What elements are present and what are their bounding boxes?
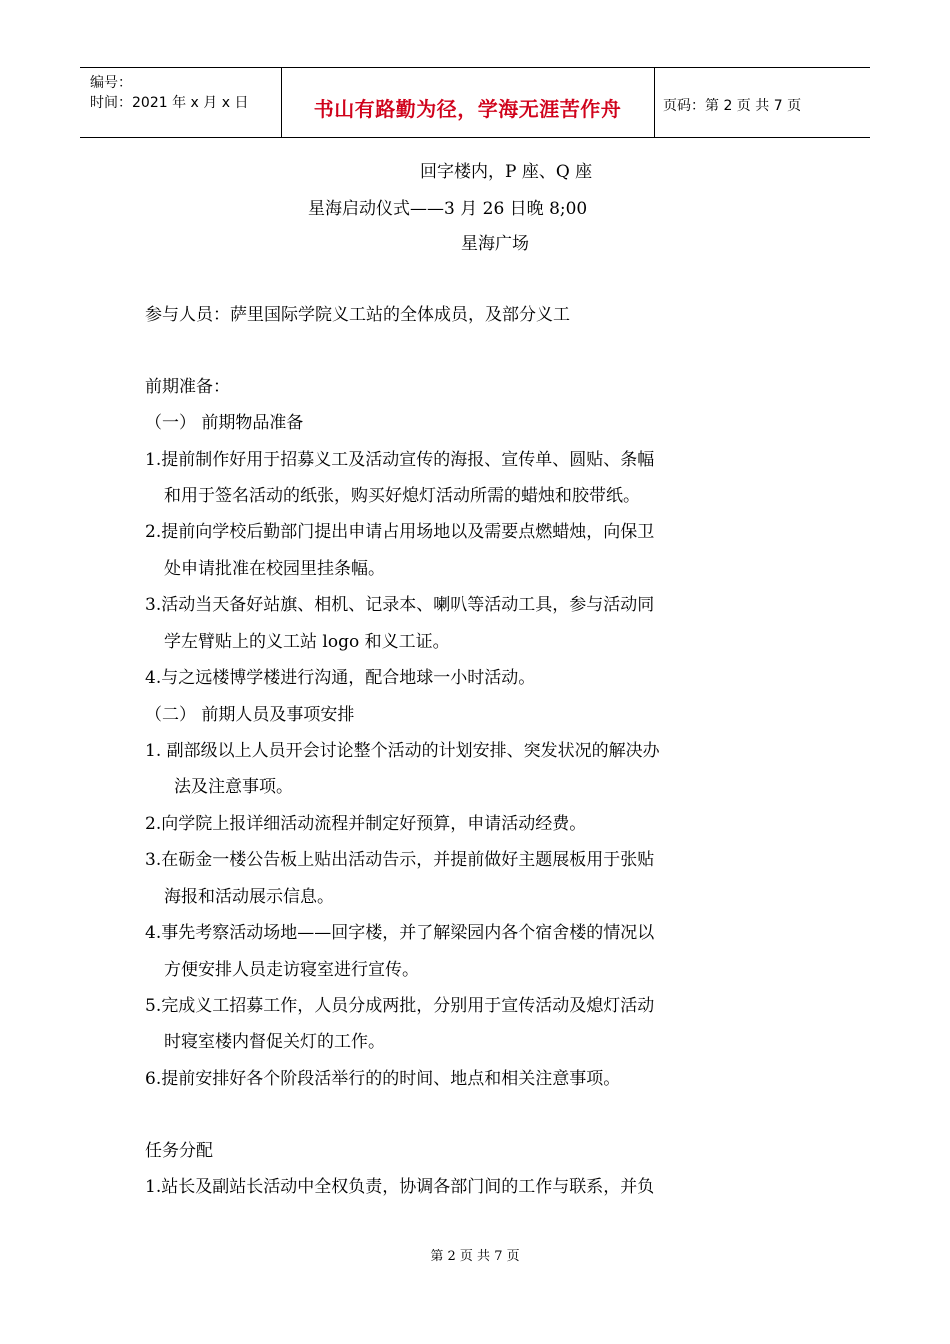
header-motto-cell: [281, 68, 655, 137]
list-item: 6.提前安排好各个阶段活举行的的时间、地点和相关注意事项。: [145, 1069, 621, 1089]
list-item: 处申请批准在校园里挂条幅。: [164, 559, 385, 579]
page-footer: 第 2 页 共 7 页: [430, 1249, 520, 1264]
prep-title: 前期准备：: [145, 377, 230, 397]
participants-line: 参与人员：萨里国际学院义工站的全体成员，及部分义工: [145, 305, 570, 325]
number-label: 编号：: [90, 75, 132, 91]
header-page-info: 页码：第 2 页 共 7 页: [663, 98, 802, 114]
header-left-cell: [80, 68, 282, 137]
list-item: 方便安排人员走访寝室进行宣传。: [164, 960, 419, 980]
list-item: 1. 副部级以上人员开会讨论整个活动的计划安排、突发状况的解决办: [145, 741, 660, 761]
document-header: [80, 67, 870, 138]
list-item: 时寝室楼内督促关灯的工作。: [164, 1032, 385, 1052]
section2-title: （二） 前期人员及事项安排: [145, 705, 355, 725]
list-item: 2.提前向学校后勤部门提出申请占用场地以及需要点燃蜡烛，向保卫: [145, 522, 655, 542]
venue-line: 回字楼内，P 座、Q 座: [420, 162, 593, 182]
list-item: 4.事先考察活动场地——回字楼，并了解梁园内各个宿舍楼的情况以: [145, 923, 655, 943]
time-label: 时间：2021 年 x 月 x 日: [90, 95, 249, 111]
list-item: 1.提前制作好用于招募义工及活动宣传的海报、宣传单、圆贴、条幅: [145, 450, 655, 470]
list-item: 法及注意事项。: [174, 777, 293, 797]
list-item: 3.活动当天备好站旗、相机、记录本、喇叭等活动工具，参与活动同: [145, 595, 655, 615]
list-item: 5.完成义工招募工作，人员分成两批，分别用于宣传活动及熄灯活动: [145, 996, 655, 1016]
list-item: 3.在砺金一楼公告板上贴出活动告示，并提前做好主题展板用于张贴: [145, 850, 655, 870]
venue-line: 星海启动仪式——3 月 26 日晚 8;00: [308, 199, 588, 219]
section1-title: （一） 前期物品准备: [145, 413, 304, 433]
venue-line: 星海广场: [461, 234, 529, 254]
list-item: 学左臂贴上的义工站 logo 和义工证。: [164, 632, 450, 652]
tasks-title: 任务分配: [145, 1141, 213, 1161]
header-page-cell: [655, 68, 870, 137]
list-item: 和用于签名活动的纸张，购买好熄灯活动所需的蜡烛和胶带纸。: [164, 486, 640, 506]
list-item: 海报和活动展示信息。: [164, 887, 334, 907]
list-item: 4.与之远楼博学楼进行沟通，配合地球一小时活动。: [145, 668, 536, 688]
motto: 书山有路勤为径，学海无涯苦作舟: [313, 97, 622, 121]
list-item: 2.向学院上报详细活动流程并制定好预算，申请活动经费。: [145, 814, 587, 834]
list-item: 1.站长及副站长活动中全权负责，协调各部门间的工作与联系，并负: [145, 1177, 655, 1197]
